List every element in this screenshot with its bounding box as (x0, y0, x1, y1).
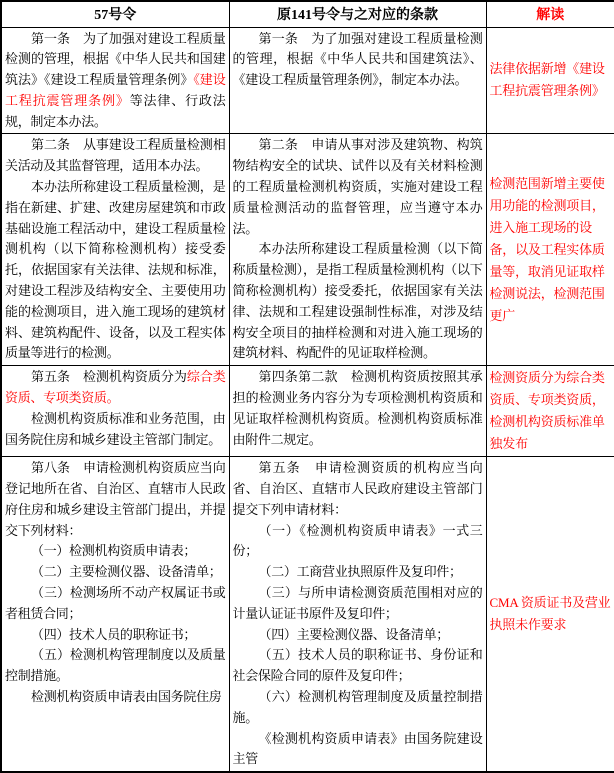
cell-r4-new-order (1, 457, 229, 772)
list-item: （一）《检测机构资质申请表》一式三份； (232, 522, 483, 559)
list-item: （三）与所申请检测资质范围相对应的计量认证证书原件及复印件； (232, 585, 483, 621)
list-item: （三）检测场所不动产权属证书或者租赁合同； (5, 585, 226, 621)
cell-r4-old-order (229, 457, 486, 772)
cell-r1-new-order (1, 27, 229, 134)
table-row-article-1 (1, 27, 614, 134)
cell-r1-interpretation (486, 27, 614, 134)
table-row-article-2 (1, 134, 614, 366)
cell-r1-old-order (229, 27, 486, 134)
paragraph: 第一条 为了加强对建设工程质量检测的管理，根据《中华人民共和国建筑法》、《建设工程质量管理条例》，制定本办法。 (232, 30, 483, 88)
header-order-57: 57号令 (1, 1, 229, 27)
cell-r2-old-order (229, 134, 486, 366)
interpretation-note: 法律依据新增《建设工程抗震管理条例》 (489, 61, 605, 99)
header-order-141: 原141号令与之对应的条款 (229, 1, 486, 27)
header-interpretation: 解读 (486, 1, 614, 27)
list-item: （二）工商营业执照原件及复印件； (258, 564, 462, 580)
list-item: （四）主要检测仪器、设备清单； (258, 626, 450, 642)
paragraph (5, 367, 226, 409)
text-segment: 第一条 为了加强对建设工程质量检测的管理，根据《中华人民共和国建筑法》《建设工程质量管理条例》 (5, 30, 226, 88)
paragraph: 第四条第二款 检测机构资质按照其承担的检测业务内容分为专项检测机构资质和见证取样检测机构资质。检测机构资质标准由附件二规定。 (232, 369, 483, 447)
interpretation-note: 检测范围新增主要使用功能的检测项目，进入施工现场的设备，以及工程实体质量等，取消见证取样检测说法，检测范围更广 (489, 175, 605, 323)
list-item: （四）技术人员的职称证书； (31, 626, 197, 642)
list-item: （六）检测机构管理制度及质量控制措施。 (232, 689, 483, 725)
list-item: （五）检测机构管理制度以及质量控制措施。 (5, 647, 226, 684)
highlight-red-segment: 综合类资质、专项类资质。 (5, 369, 226, 406)
paragraph (5, 29, 226, 133)
table-row-article-8 (1, 457, 614, 772)
paragraph: 检测机构资质标准和业务范围，由国务院住房和城乡建设主管部门制定。 (5, 410, 226, 447)
highlight-red-segment: 《建设工程抗震管理条例》 (5, 72, 226, 108)
list-item: （五）技术人员的职称证书、身份证和社会保险合同的原件及复印件； (232, 647, 483, 684)
paragraph: 《检测机构资质申请表》由国务院建设主管 (232, 730, 483, 767)
paragraph: 本办法所称建设工程质量检测（以下简称质量检测），是指工程质量检测机构（以下简称检测机构）接受委托，依据国家有关法律、法规和工程建设强制性标准，对涉及结构安全项目的抽样检测和对进入施工现场的建筑材料、构配件的见证取样检测。 (232, 241, 483, 361)
list-item: （二）主要检测仪器、设备清单； (31, 564, 222, 580)
paragraph: 第二条 申请从事对涉及建筑物、构筑物结构安全的试块、试件以及有关材料检测的工程质量检测机构资质，实施对建设工程质量检测活动的监督管理，应当遵守本办法。 (232, 137, 483, 236)
cell-r2-new-order (1, 134, 229, 366)
cell-r3-interpretation (486, 366, 614, 457)
interpretation-note: CMA 资质证书及营业执照未作要求 (489, 595, 611, 633)
cell-r3-new-order (1, 366, 229, 457)
interpretation-note: 检测资质分为综合类资质、专项类资质，检测机构资质标准单独发布 (489, 370, 605, 452)
text-segment: 等法律、行政法规，制定本办法。 (5, 92, 226, 129)
table-row-article-5 (1, 366, 614, 457)
text-segment: 第五条 检测机构资质分为 (31, 369, 187, 385)
paragraph: 第二条 从事建设工程质量检测相关活动及其监督管理，适用本办法。 (5, 137, 226, 174)
paragraph: 检测机构资质申请表由国务院住房 (31, 689, 222, 705)
paragraph: 第五条 申请检测资质的机构应当向省、自治区、直辖市人民政府建设主管部门提交下列申请材料： (232, 460, 483, 517)
paragraph: 第八条 申请检测机构资质应当向登记地所在省、自治区、直辖市人民政府住房和城乡建设主管部门提出，并提交下列材料： (5, 460, 226, 538)
table-header-row (1, 1, 614, 27)
list-item: （一）检测机构资质申请表； (31, 543, 197, 559)
cell-r4-interpretation (486, 457, 614, 772)
cell-r3-old-order (229, 366, 486, 457)
cell-r2-interpretation (486, 134, 614, 366)
paragraph: 本办法所称建设工程质量检测，是指在新建、扩建、改建房屋建筑和市政基础设施工程活动中，建设工程质量检测机构（以下简称检测机构）接受委托，依据国家有关法律、法规和标准，对建设工程涉及结构安全、主要使用功能的检测项目，进入施工现场的建筑材料、建筑构配件、设备，以及工程实体质量等进行的检测。 (5, 179, 226, 361)
